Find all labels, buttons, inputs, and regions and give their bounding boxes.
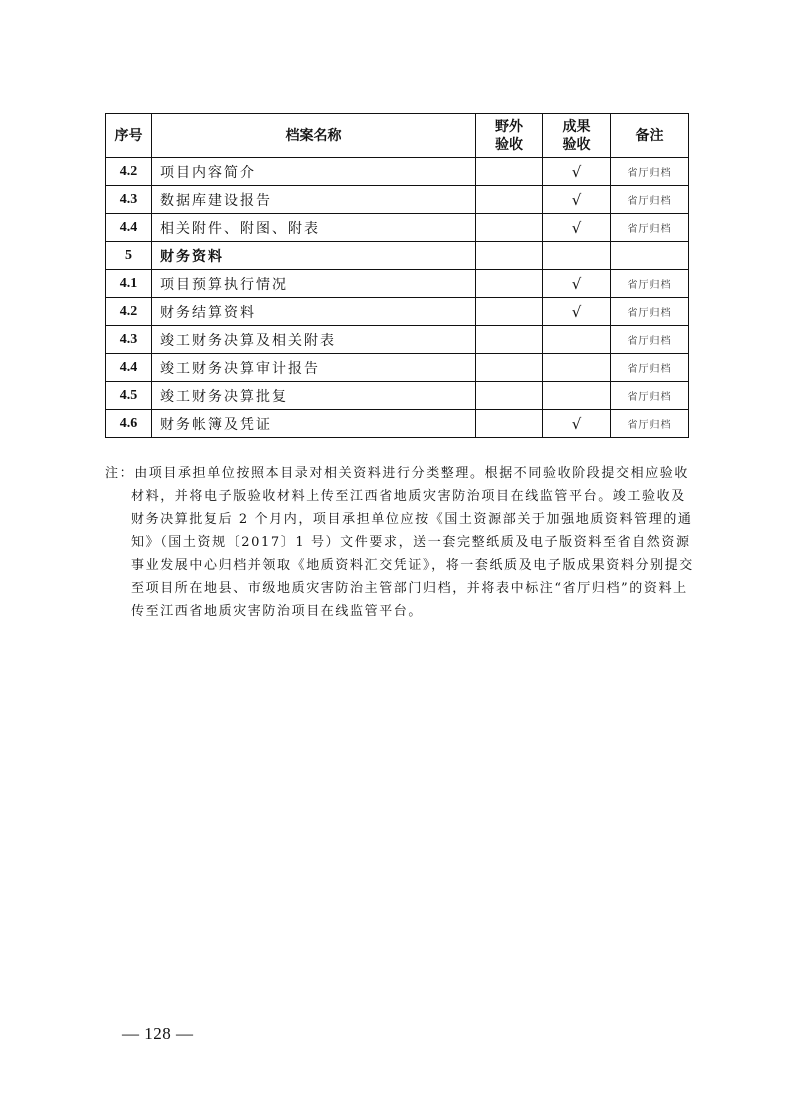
table-row — [106, 158, 689, 186]
row-field-check — [476, 382, 543, 410]
table-row — [106, 270, 689, 298]
row-no: 4.4 — [106, 214, 152, 242]
header-remark: 备注 — [611, 114, 689, 158]
header-name: 档案名称 — [152, 114, 476, 158]
table-row — [106, 326, 689, 354]
row-name: 项目预算执行情况 — [152, 270, 476, 298]
section-name: 财务资料 — [152, 242, 476, 270]
row-no: 4.1 — [106, 270, 152, 298]
row-field-check — [476, 242, 543, 270]
row-field-check — [476, 326, 543, 354]
section-no: 5 — [106, 242, 152, 270]
table-row — [106, 186, 689, 214]
header-field-acceptance: 野外 验收 — [476, 114, 543, 158]
row-field-check — [476, 354, 543, 382]
row-remark: 省厅归档 — [611, 326, 689, 354]
footnote-text: 由项目承担单位按照本目录对相关资料进行分类整理。根据不同验收阶段提交相应验收材料，并将电子版验收材料上传至江西省地质灾害防治项目在线监管平台。竣工验收及财务决算批复后 2 个月内，项目承担单位应按《国土资源部关于加强地质资料管理的通知》（国土资规〔2017〕1 号）文件要求，送一套完整纸质及电子版资料至省自然资源事业发展中心归档并领取《地质资料汇交凭证》，将一套纸质及电子版成果资料分别提交至项目所在地县、市级地质灾害防治主管部门归档，并将表中标注“省厅归档”的资料上传至江西省地质灾害防治项目在线监管平台。 — [131, 466, 694, 619]
header-row — [106, 114, 689, 158]
row-result-check: √ — [543, 214, 611, 242]
row-result-check: √ — [543, 158, 611, 186]
row-result-check — [543, 382, 611, 410]
table-row — [106, 410, 689, 438]
row-field-check — [476, 270, 543, 298]
row-remark: 省厅归档 — [611, 410, 689, 438]
row-result-check — [543, 326, 611, 354]
row-no: 4.3 — [106, 186, 152, 214]
footnote — [105, 462, 695, 623]
row-no: 4.4 — [106, 354, 152, 382]
row-no: 4.3 — [106, 326, 152, 354]
row-remark: 省厅归档 — [611, 214, 689, 242]
row-remark: 省厅归档 — [611, 354, 689, 382]
table-row — [106, 382, 689, 410]
table-body — [106, 158, 689, 438]
row-field-check — [476, 158, 543, 186]
row-name: 财务结算资料 — [152, 298, 476, 326]
row-result-check — [543, 354, 611, 382]
row-field-check — [476, 298, 543, 326]
row-result-check — [543, 242, 611, 270]
row-no: 4.2 — [106, 298, 152, 326]
row-remark: 省厅归档 — [611, 382, 689, 410]
row-remark: 省厅归档 — [611, 298, 689, 326]
row-name: 竣工财务决算审计报告 — [152, 354, 476, 382]
row-result-check: √ — [543, 186, 611, 214]
row-result-check: √ — [543, 410, 611, 438]
row-name: 竣工财务决算及相关附表 — [152, 326, 476, 354]
row-remark — [611, 242, 689, 270]
row-field-check — [476, 186, 543, 214]
row-remark: 省厅归档 — [611, 186, 689, 214]
row-field-check — [476, 410, 543, 438]
row-result-check: √ — [543, 298, 611, 326]
footnote-label: 注： — [105, 466, 135, 481]
page-number: — 128 — — [122, 1024, 194, 1043]
row-name: 竣工财务决算批复 — [152, 382, 476, 410]
archive-table — [105, 113, 689, 438]
row-remark: 省厅归档 — [611, 270, 689, 298]
row-remark: 省厅归档 — [611, 158, 689, 186]
header-result-acceptance: 成果 验收 — [543, 114, 611, 158]
header-no: 序号 — [106, 114, 152, 158]
table-row — [106, 214, 689, 242]
row-name: 相关附件、附图、附表 — [152, 214, 476, 242]
row-name: 财务帐簿及凭证 — [152, 410, 476, 438]
row-field-check — [476, 214, 543, 242]
table-header — [106, 114, 689, 158]
table-row — [106, 298, 689, 326]
table-section-row — [106, 242, 689, 270]
row-no: 4.6 — [106, 410, 152, 438]
table-row — [106, 354, 689, 382]
row-no: 4.2 — [106, 158, 152, 186]
row-name: 项目内容简介 — [152, 158, 476, 186]
row-no: 4.5 — [106, 382, 152, 410]
row-result-check: √ — [543, 270, 611, 298]
row-name: 数据库建设报告 — [152, 186, 476, 214]
